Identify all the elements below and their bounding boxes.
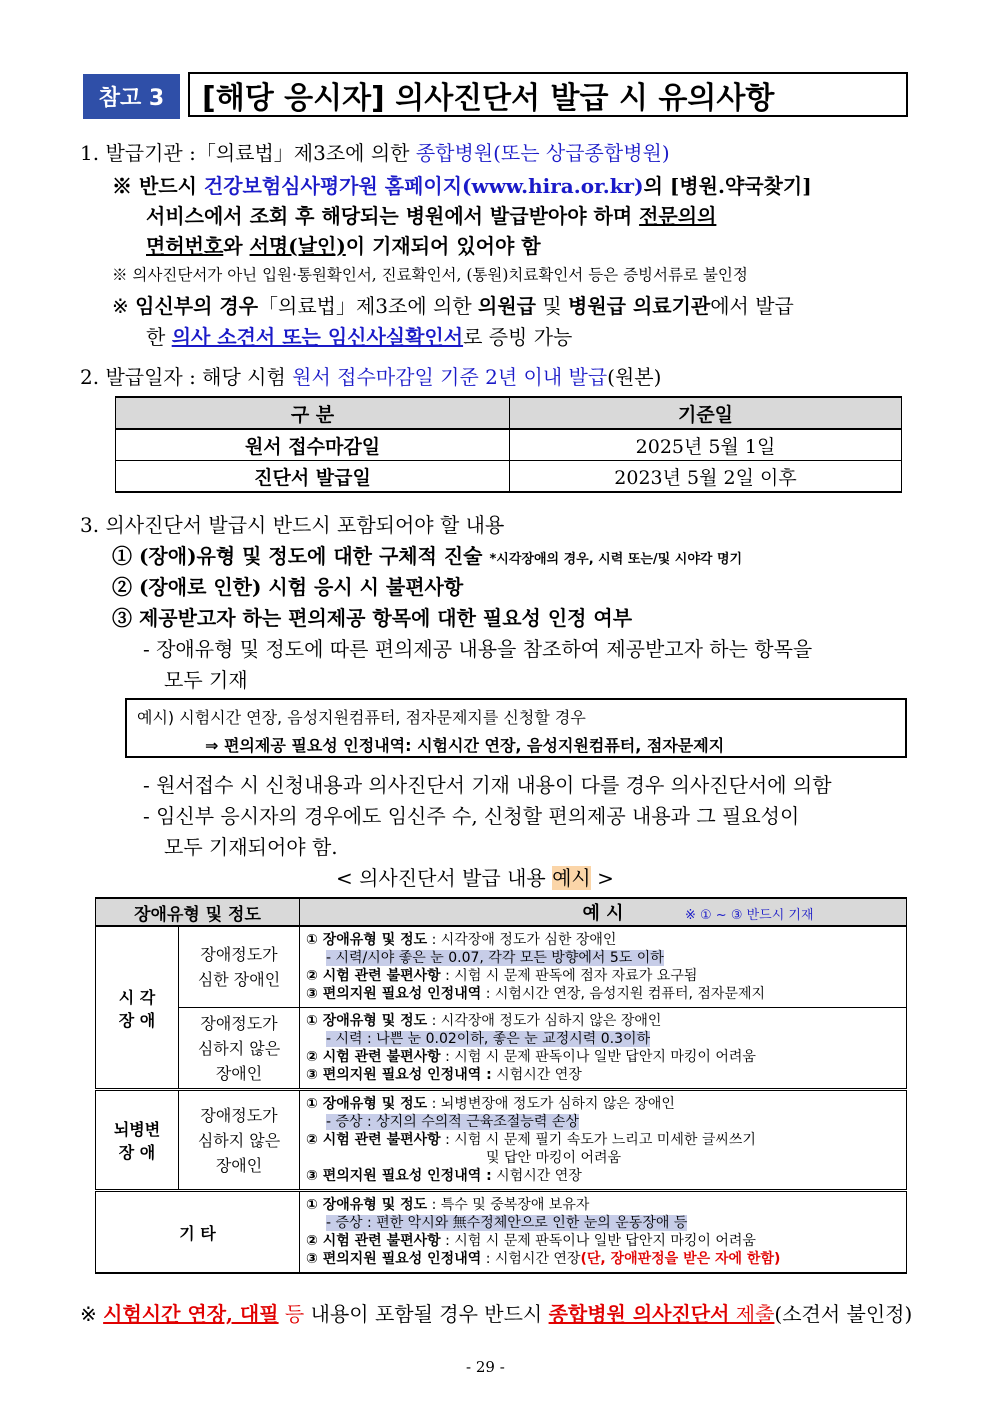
s1-line1-b: 종합병원(또는 상급종합병원) <box>415 141 670 165</box>
caption-c: > <box>590 866 614 890</box>
et-r1-c-k: ③ 편의지원 필요성 인정내역 <box>306 986 482 1002</box>
section-badge: 참고 3 <box>83 74 180 119</box>
page-title-text: [해당 응시자] 의사진단서 발급 시 유의사항 <box>202 80 775 116</box>
et-r3-a2: - 증상 : 상지의 수의적 근육조절능력 손상 <box>326 1114 579 1130</box>
s1-note1-mark: ※ <box>112 174 139 198</box>
example-table-header <box>96 898 907 926</box>
date-row-label: 진단서 발급일 <box>116 461 510 493</box>
et-r2-a2: - 시력 : 나쁜 눈 0.02이하, 좋은 눈 교정시력 0.3이하 <box>326 1031 651 1047</box>
s1-note3-d: 및 <box>535 294 569 318</box>
s1-note1-l3a: 면허번호 <box>146 234 224 258</box>
et-h2: 예 시 <box>582 903 624 924</box>
et-r2-b-v: : 시험 시 문제 판독이나 일반 답안지 마킹이 어려움 <box>440 1049 756 1065</box>
et-r3-b2: 및 답안 마킹이 어려움 <box>486 1150 622 1166</box>
footer-a: 시험시간 연장, 대필 <box>103 1302 279 1326</box>
s1-note1-l3d: 이 기재되어 있어야 함 <box>345 234 541 258</box>
et-sub: 장애정도가 심하지 않은 장애인 <box>179 1008 300 1090</box>
s2-line-b: 원서 접수마감일 기준 2년 이내 발급 <box>292 365 608 389</box>
et-r2-c-k: ③ 편의지원 필요성 인정내역 : <box>306 1067 492 1083</box>
et-sub: 장애정도가 심하지 않은 장애인 <box>179 1090 300 1191</box>
et-r1-a2: - 시력/시야 좋은 눈 0.07, 각각 모든 방향에서 5도 이하 <box>326 950 664 966</box>
date-table <box>115 396 902 493</box>
et-cat-other: 기 타 <box>96 1191 300 1274</box>
s1-note1-c: 의 [병원.약국찾기] <box>643 174 812 198</box>
s1-note3-e: 병원급 의료기관 <box>568 294 711 318</box>
date-table-header <box>116 397 902 429</box>
page-number: - 29 - <box>466 1358 505 1376</box>
example-box-line1: 예시) 시험시간 연장, 음성지원컴퓨터, 점자문제지를 신청할 경우 <box>137 708 586 727</box>
et-r4-a2: - 증상 : 편한 악시와 無수정체안으로 인한 눈의 운동장애 등 <box>326 1215 688 1231</box>
et-r1-a-k: ① 장애유형 및 정도 <box>306 932 428 948</box>
page-title <box>188 72 908 117</box>
s1-note1-l2a: 서비스에서 조회 후 해당되는 병원에서 발급받아야 하며 <box>146 204 640 228</box>
table-row <box>96 1090 907 1191</box>
s1-note1 <box>112 170 812 199</box>
s1-note1-line3 <box>146 230 541 259</box>
s1-note1-l2b: 전문의의 <box>639 204 717 228</box>
et-detail <box>300 926 907 1008</box>
et-r3-c-k: ③ 편의지원 필요성 인정내역 : <box>306 1168 492 1184</box>
et-detail <box>300 1090 907 1191</box>
table-row <box>116 429 902 461</box>
et-h2-note: ※ ① ~ ③ 반드시 기재 <box>685 908 814 923</box>
et-r3-b-v: : 시험 시 문제 필기 속도가 느리고 미세한 글씨쓰기 <box>440 1132 756 1148</box>
s1-note3-line2 <box>146 321 572 350</box>
et-r1-a-v: : 시각장애 정도가 심한 장애인 <box>427 932 617 948</box>
footer-e: 제출 <box>729 1302 775 1326</box>
et-r3-a-k: ① 장애유형 및 정도 <box>306 1096 428 1112</box>
et-r1-c-v: : 시험시간 연장, 음성지원 컴퓨터, 점자문제지 <box>481 986 765 1002</box>
s2-line-c: (원본) <box>607 365 662 389</box>
s1-note3-l2a: 한 <box>146 325 172 349</box>
table-row <box>96 926 907 1008</box>
s1-note2: ※ 의사진단서가 아닌 입원·통원확인서, 진료확인서, (통원)치료확인서 등은 증빙서류로 불인정 <box>112 266 748 284</box>
s1-line1-a: 1. 발급기관 :「의료법」제3조에 의한 <box>80 141 416 165</box>
s3-item1-note: *시각장애의 경우, 시력 또는/및 시야각 명기 <box>489 552 743 567</box>
table-row <box>96 1191 907 1274</box>
s1-note1-line2 <box>146 200 716 229</box>
s3-desc3-l1: - 임신부 응시자의 경우에도 임신주 수, 신청할 편의제공 내용과 그 필요성이 <box>143 804 800 828</box>
caption-b: 예시 <box>552 866 591 890</box>
footer-b: 등 <box>278 1302 305 1326</box>
caption-a: < 의사진단서 발급 내용 <box>336 866 553 890</box>
s2-line-a: 2. 발급일자 : 해당 시험 <box>80 365 293 389</box>
s2-line <box>80 361 661 390</box>
s3-item2: ② (장애로 인한) 시험 응시 시 불편사항 <box>112 575 464 599</box>
s1-note1-b: 건강보험심사평가원 홈페이지(www.hira.or.kr) <box>203 174 644 198</box>
et-r3-a-v: : 뇌병변장애 정도가 심하지 않은 장애인 <box>427 1096 675 1112</box>
table-row <box>116 461 902 493</box>
et-r4-b-k: ② 시험 관련 불편사항 <box>306 1233 441 1249</box>
s1-note3-mark: ※ <box>112 294 136 318</box>
et-r2-a-k: ① 장애유형 및 정도 <box>306 1013 428 1029</box>
footer-note <box>80 1298 912 1327</box>
s3-title: 3. 의사진단서 발급시 반드시 포함되어야 할 내용 <box>80 513 505 537</box>
et-r3-b-k: ② 시험 관련 불편사항 <box>306 1132 441 1148</box>
et-cat-brain: 뇌병변 장 애 <box>96 1090 179 1191</box>
et-r1-b-k: ② 시험 관련 불편사항 <box>306 968 441 984</box>
s1-note1-l3c: 서명(날인) <box>249 234 346 258</box>
et-r2-b-k: ② 시험 관련 불편사항 <box>306 1049 441 1065</box>
s1-note3-l2b: 의사 소견서 또는 임신사실확인서 <box>171 325 464 349</box>
footer-mark: ※ <box>80 1302 104 1326</box>
s1-note1-l3b: 와 <box>223 234 250 258</box>
example-table <box>95 897 907 1274</box>
s1-note3 <box>112 290 794 319</box>
s1-note3-f: 에서 발급 <box>710 294 794 318</box>
date-table-h2: 기준일 <box>510 397 902 429</box>
s3-item3: ③ 제공받고자 하는 편의제공 항목에 대한 필요성 인정 여부 <box>112 606 633 630</box>
et-h2-cell <box>300 898 907 926</box>
s3-desc2: - 원서접수 시 신청내용과 의사진단서 기재 내용이 다를 경우 의사진단서에 의함 <box>143 773 832 797</box>
et-r4-c-v: : 시험시간 연장 <box>481 1251 581 1267</box>
footer-d: 종합병원 의사진단서 <box>548 1302 730 1326</box>
example-box-line2: ⇒ 편의제공 필요성 인정내역: 시험시간 연장, 음성지원컴퓨터, 점자문제지 <box>205 736 725 755</box>
s1-note3-a: 임신부의 경우 <box>135 294 259 318</box>
et-sub: 장애정도가 심한 장애인 <box>179 926 300 1008</box>
s3-item1-text: ① (장애)유형 및 정도에 대한 구체적 진술 <box>112 544 483 568</box>
et-r4-c-red: (단, 장애판정을 받은 자에 한함) <box>580 1251 781 1267</box>
date-row-label: 원서 접수마감일 <box>116 429 510 461</box>
s3-desc3-l2: 모두 기재되어야 함. <box>164 835 338 859</box>
footer-f: (소견서 불인정) <box>774 1302 913 1326</box>
example-caption <box>336 862 614 891</box>
et-r4-c-k: ③ 편의지원 필요성 인정내역 <box>306 1251 482 1267</box>
s3-item1 <box>112 540 742 569</box>
et-r3-c-v: 시험시간 연장 <box>491 1168 582 1184</box>
s3-desc1-l1: - 장애유형 및 정도에 따른 편의제공 내용을 참조하여 제공받고자 하는 항목을 <box>143 637 813 661</box>
et-r4-a-v: : 특수 및 중복장애 보유자 <box>427 1197 590 1213</box>
et-r4-a-k: ① 장애유형 및 정도 <box>306 1197 428 1213</box>
s1-note1-a: 반드시 <box>138 174 204 198</box>
et-cat-vision: 시 각 장 애 <box>96 926 179 1090</box>
et-detail <box>300 1191 907 1274</box>
s1-note3-l2c: 로 증빙 가능 <box>463 325 573 349</box>
date-row-value: 2023년 5월 2일 이후 <box>510 461 902 493</box>
et-r2-a-v: : 시각장애 정도가 심하지 않은 장애인 <box>427 1013 662 1029</box>
s3-desc1-l2: 모두 기재 <box>164 668 248 692</box>
s1-line1 <box>80 137 670 166</box>
s1-note3-b: 「의료법」제3조에 의한 <box>258 294 479 318</box>
et-detail <box>300 1008 907 1090</box>
et-r1-b-v: : 시험 시 문제 판독에 점자 자료가 요구됨 <box>440 968 698 984</box>
date-row-value: 2025년 5월 1일 <box>510 429 902 461</box>
footer-c: 내용이 포함될 경우 반드시 <box>304 1302 549 1326</box>
example-box <box>125 698 907 758</box>
et-r2-c-v: 시험시간 연장 <box>491 1067 582 1083</box>
s1-note3-c: 의원급 <box>478 294 536 318</box>
date-table-h1: 구 분 <box>116 397 510 429</box>
et-h1: 장애유형 및 정도 <box>96 898 300 926</box>
et-r4-b-v: : 시험 시 문제 판독이나 일반 답안지 마킹이 어려움 <box>440 1233 756 1249</box>
table-row <box>96 1008 907 1090</box>
